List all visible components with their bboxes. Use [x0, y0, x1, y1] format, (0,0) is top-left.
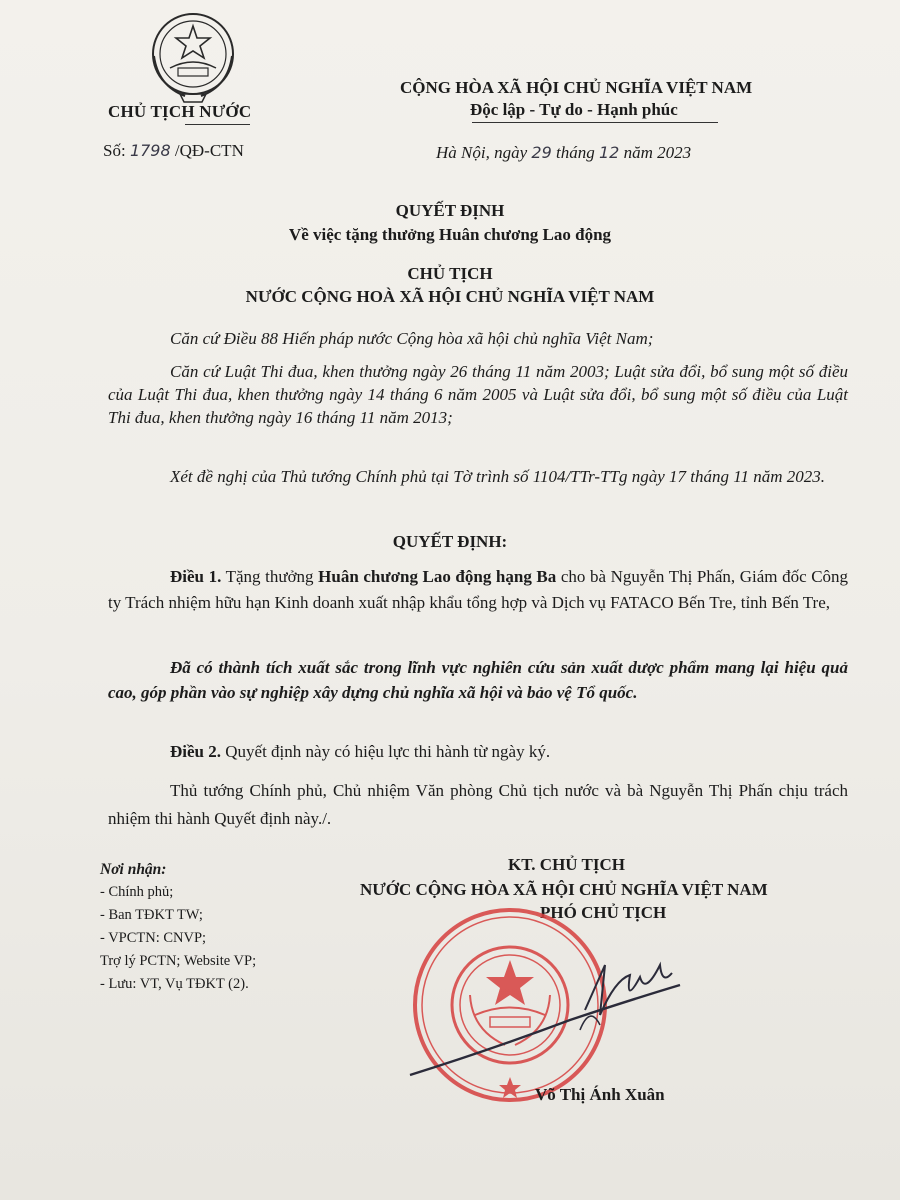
recipient-item: - VPCTN: CNVP; [100, 930, 207, 946]
recipients-heading: Nơi nhận: [100, 861, 167, 878]
legal-basis-3: Xét đề nghị của Thủ tướng Chính phủ tại Tờ trình số 1104/TTr-TTg ngày 17 tháng 11 năm 2023. [170, 467, 826, 486]
recipient-item: Trợ lý PCTN; Website VP; [100, 953, 257, 969]
signature-role: PHÓ CHỦ TỊCH [540, 903, 667, 922]
issuing-agency: CHỦ TỊCH NƯỚC [108, 102, 252, 121]
signature-on-behalf: KT. CHỦ TỊCH [508, 855, 625, 874]
authority-title: CHỦ TỊCH [407, 264, 493, 283]
decision-heading: QUYẾT ĐỊNH: [392, 532, 508, 551]
national-emblem-icon [140, 6, 246, 106]
issue-date: Hà Nội, ngày 29 tháng 12 năm 2023 [436, 143, 692, 162]
recipient-item: - Chính phủ; [100, 884, 174, 900]
document-number: Số: 1798 /QĐ-CTN [103, 141, 244, 160]
handwritten-signature [400, 935, 700, 1085]
authority-country: NƯỚC CỘNG HOÀ XÃ HỘI CHỦ NGHĨA VIỆT NAM [245, 287, 655, 306]
achievement-text: Đã có thành tích xuất sắc trong lĩnh vực nghiên cứu sản xuất dược phẩm mang lại hiệu quả cao, góp phần vào sự nghiệp xây dựng chủ nghĩa xã hội và bảo vệ Tổ quốc. [108, 658, 848, 702]
recipients-list [100, 858, 256, 996]
national-title: CỘNG HÒA XÃ HỘI CHỦ NGHĨA VIỆT NAM [400, 78, 753, 97]
legal-basis-1: Căn cứ Điều 88 Hiến pháp nước Cộng hòa xã hội chủ nghĩa Việt Nam; [170, 329, 654, 348]
recipient-item: - Lưu: VT, Vụ TĐKT (2). [100, 976, 249, 992]
article-2: Điều 2. Quyết định này có hiệu lực thi hành từ ngày ký. [170, 742, 551, 761]
signer-name: Võ Thị Ánh Xuân [535, 1085, 665, 1104]
legal-basis-2: Căn cứ Luật Thi đua, khen thưởng ngày 26 tháng 11 năm 2003; Luật sửa đổi, bổ sung một số điều của Luật Thi đua, khen thưởng ngày 14 tháng 6 năm 2005 và Luật sửa đổi, bổ sung một số điều của Luật Thi đua, khen thưởng ngày 16 tháng 11 năm 2013; [108, 362, 848, 427]
signature-nation: NƯỚC CỘNG HÒA XÃ HỘI CHỦ NGHĨA VIỆT NAM [360, 880, 768, 899]
agency-underline [185, 124, 250, 125]
document-type: QUYẾT ĐỊNH [395, 201, 505, 220]
document-subject: Về việc tặng thưởng Huân chương Lao động [288, 225, 612, 244]
national-motto: Độc lập - Tự do - Hạnh phúc [470, 100, 678, 119]
motto-underline [472, 122, 718, 123]
execution-clause: Thủ tướng Chính phủ, Chủ nhiệm Văn phòng Chủ tịch nước và bà Nguyễn Thị Phấn chịu trách nhiệm thi hành Quyết định này./. [108, 781, 848, 828]
recipient-item: - Ban TĐKT TW; [100, 907, 203, 923]
article-1: Điều 1. Tặng thưởng Huân chương Lao động hạng Ba cho bà Nguyễn Thị Phấn, Giám đốc Công ty Trách nhiệm hữu hạn Kinh doanh xuất nhập khẩu tổng hợp và Dịch vụ FATACO Bến Tre, tỉnh Bến Tre, [108, 567, 849, 612]
